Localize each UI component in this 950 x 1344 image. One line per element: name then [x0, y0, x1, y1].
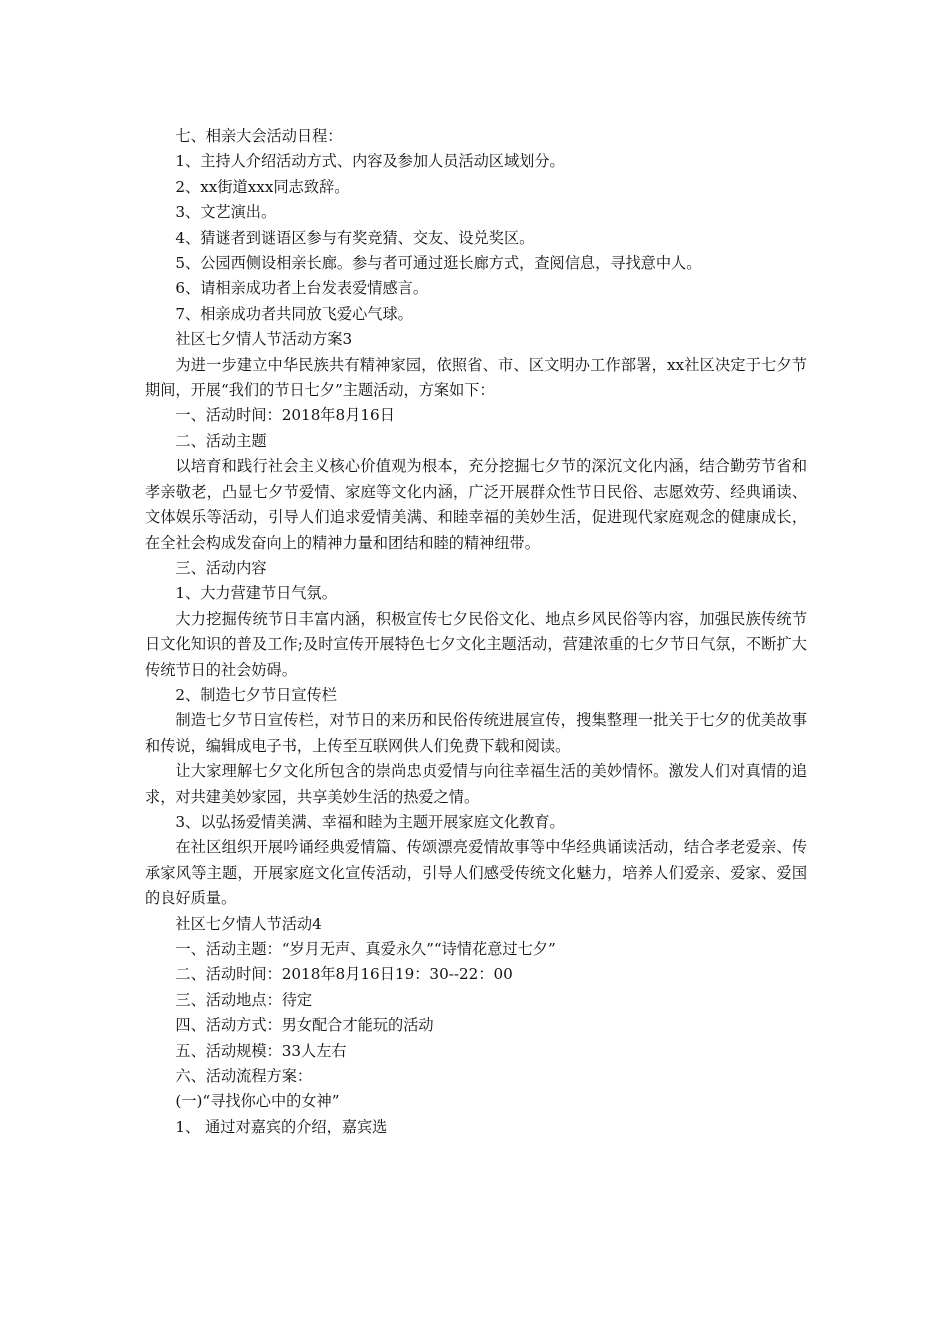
- paragraph: 二、活动主题: [175, 431, 267, 450]
- paragraph: 1、主持人介绍活动方式、内容及参加人员活动区域划分。: [175, 152, 565, 171]
- paragraph: 三、活动地点：待定: [175, 990, 313, 1009]
- paragraph: 为进一步建立中华民族共有精神家园，依照省、市、区文明办工作部署，xx社区决定于七夕节期间，开展“我们的节日七夕”主题活动，方案如下：: [145, 355, 807, 400]
- paragraph: 3、文艺演出。: [175, 203, 277, 222]
- paragraph: 5、公园西侧设相亲长廊。参与者可通过逛长廊方式，查阅信息，寻找意中人。: [175, 254, 702, 273]
- paragraph: 三、活动内容: [175, 558, 267, 577]
- paragraph: 2、制造七夕节日宣传栏: [175, 685, 337, 704]
- paragraph: 一、活动时间：2018年8月16日: [175, 406, 395, 425]
- section-heading: 社区七夕情人节活动4: [175, 914, 322, 933]
- paragraph: 1、大力营建节日气氛。: [175, 584, 337, 603]
- paragraph: 五、活动规模：33人左右: [175, 1041, 347, 1060]
- paragraph: 一、活动主题：“岁月无声、真爱永久”“诗情花意过七夕”: [175, 940, 556, 958]
- paragraph: 二、活动时间：2018年8月16日19：30--22：00: [175, 965, 513, 984]
- paragraph: 1、 通过对嘉宾的介绍，嘉宾选: [175, 1117, 388, 1136]
- paragraph: (一)“寻找你心中的女神”: [175, 1092, 340, 1111]
- section-heading: 社区七夕情人节活动方案3: [175, 330, 353, 349]
- paragraph: 以培育和践行社会主义核心价值观为根本，充分挖掘七夕节的深沉文化内涵，结合勤劳节省和孝亲敬老，凸显七夕节爱情、家庭等文化内涵，广泛开展群众性节日民俗、志愿效劳、经典诵读、文体娱乐等活动，引导人们追求爱情美满、和睦幸福的美妙生活，促进现代家庭观念的健康成长，在全社会构成发奋向上的精神力量和团结和睦的精神纽带。: [145, 457, 807, 552]
- paragraph: 3、以弘扬爱情美满、幸福和睦为主题开展家庭文化教育。: [175, 812, 565, 831]
- paragraph: 4、猜谜者到谜语区参与有奖竞猜、交友、设兑奖区。: [175, 228, 535, 247]
- paragraph: 让大家理解七夕文化所包含的崇尚忠贞爱情与向往幸福生活的美妙情怀。激发人们对真情的追求，对共建美妙家园，共享美妙生活的热爱之情。: [145, 762, 807, 806]
- paragraph: 在社区组织开展吟诵经典爱情篇、传颂漂亮爱情故事等中华经典诵读活动，结合孝老爱亲、传承家风等主题，开展家庭文化宣传活动，引导人们感受传统文化魅力，培养人们爱亲、爱家、爱国的良好质量。: [145, 838, 807, 908]
- paragraph: 大力挖掘传统节日丰富内涵，积极宣传七夕民俗文化、地点乡风民俗等内容，加强民族传统节日文化知识的普及工作;及时宣传开展特色七夕文化主题活动，营建浓重的七夕节日气氛，不断扩大传统节日的社会妨碍。: [145, 609, 807, 679]
- paragraph: 七、相亲大会活动日程：: [175, 127, 343, 145]
- document-body: [145, 124, 807, 1140]
- paragraph: 2、xx街道xxx同志致辞。: [175, 177, 350, 196]
- paragraph: 制造七夕节日宣传栏，对节日的来历和民俗传统进展宣传，搜集整理一批关于七夕的优美故事和传说，编辑成电子书，上传至互联网供人们免费下载和阅读。: [145, 711, 807, 755]
- paragraph: 7、相亲成功者共同放飞爱心气球。: [175, 304, 413, 323]
- paragraph: 四、活动方式：男女配合才能玩的活动: [175, 1016, 434, 1035]
- paragraph: 六、活动流程方案：: [175, 1067, 313, 1086]
- paragraph: 6、请相亲成功者上台发表爱情感言。: [175, 279, 429, 298]
